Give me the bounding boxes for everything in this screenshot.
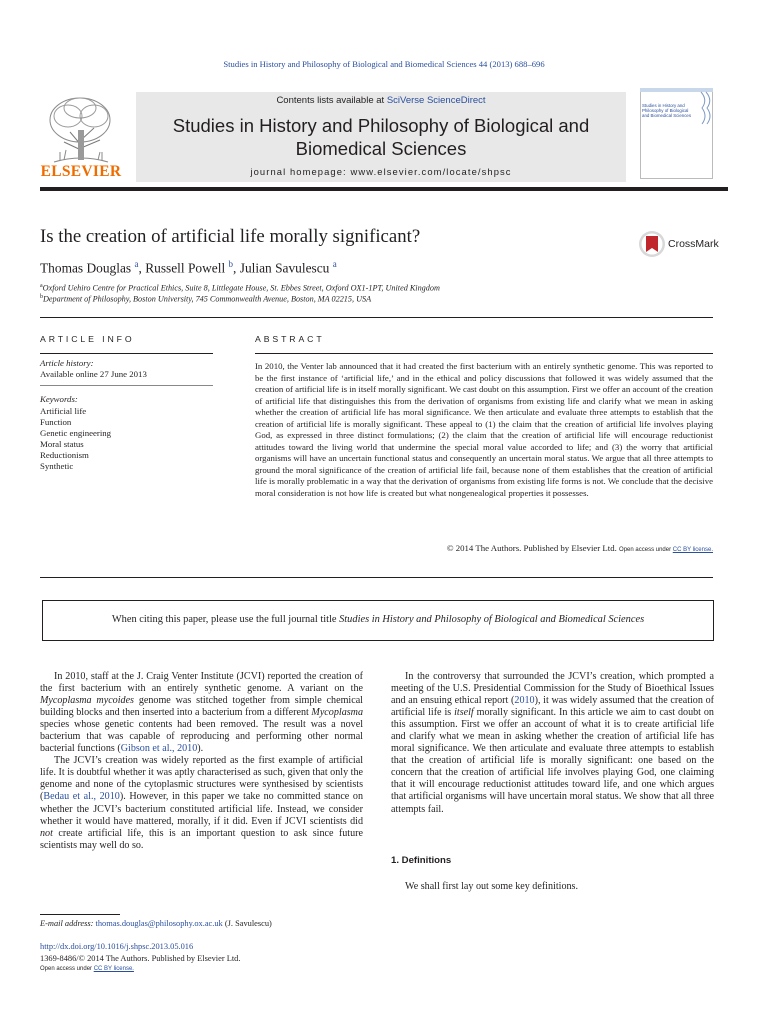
- article-info-heading: ARTICLE INFO: [40, 334, 135, 344]
- elsevier-wordmark: ELSEVIER: [40, 163, 122, 180]
- citation-notice-text: When citing this paper, please use the full journal title Studies in History and Philosophy of Biological and Biomedical Sciences: [111, 614, 645, 625]
- keyword: Moral status: [40, 439, 84, 449]
- abstract-bottom-rule: [40, 577, 713, 578]
- affiliation-b: $^b$Department of Philosophy, Boston University, 745 Commonwealth Avenue, Boston, MA 02215, USA: [40, 294, 372, 304]
- keyword: Reductionism: [40, 450, 89, 460]
- article-history-label: Article history:: [40, 358, 94, 368]
- header-rule: [40, 187, 728, 191]
- cc-by-license-link[interactable]: CC BY license.: [672, 547, 713, 553]
- journal-homepage[interactable]: journal homepage: www.elsevier.com/locate/shpsc: [250, 166, 512, 177]
- author-name[interactable]: Thomas Douglas: [40, 260, 132, 276]
- keyword: Artificial life: [40, 406, 87, 416]
- section-heading: 1. Definitions: [391, 855, 452, 866]
- author-name[interactable]: Julian Savulescu: [239, 260, 330, 276]
- keyword: Genetic engineering: [40, 428, 112, 438]
- abstract-copyright: © 2014 The Authors. Published by Elsevier Ltd. Open access under CC BY license.: [446, 543, 713, 553]
- body-paragraph: In 2010, staff at the J. Craig Venter Institute (JCVI) reported the creation of the first bacterium with an entirely synthetic genome. A variant on the Mycoplasma mycoides genome was stitched together from simple chemical building blocks and then inserted into a bacterium from a different Mycoplasma species whose genetic contents had been removed. The result was a novel bacterium that was capable of reproducing and performing other normal bacterial functions (Gibson et al., 2010).: [40, 671, 363, 755]
- author-list: Thomas Douglas $^a$, Russell Powell $^b$, Julian Savulescu $^a$: [40, 259, 337, 276]
- keywords-rule: [40, 385, 213, 386]
- article-info-rule: [40, 353, 213, 354]
- contents-availability: Contents lists available at SciVerse ScienceDirect: [276, 95, 486, 106]
- cover-art-icon: [698, 88, 713, 128]
- crossmark-label[interactable]: CrossMark: [668, 238, 719, 250]
- doi-link[interactable]: http://dx.doi.org/10.1016/j.shpsc.2013.05.016: [40, 942, 194, 951]
- keyword: Synthetic: [40, 461, 74, 471]
- body-paragraph: We shall first lay out some key definitions.: [405, 881, 578, 892]
- reference-link[interactable]: 2010: [514, 695, 535, 707]
- reference-link[interactable]: Bedau et al., 2010: [43, 791, 120, 803]
- article-history-value: Available online 27 June 2013: [40, 369, 147, 379]
- affiliation-a: $^a$Oxford Uehiro Centre for Practical Ethics, Suite 8, Littlegate House, St. Ebbes Street, Oxford OX1-1PT, United Kingdom: [40, 283, 440, 293]
- body-paragraph: In the controversy that surrounded the JCVI’s creation, which prompted a meeting of the U.S. Presidential Commission for the Study of Bioethical Issues and an ensuing ethical report (2010), it was widely assumed that the creation of artificial life is itself morally significant. In this article we aim to cast doubt on this assumption. First we offer an account of what it is to create artificial life and clarify what we mean in asking whether the creation of artificial life has moral significance. We then articulate and evaluate three attempts to establish that the creation of artificial life is morally significant: one based on the concern that the creation of artificial life involves playing God, one claiming that it will encourage reductionist attitudes toward life, and one which argues that artificial organisms will have uncertain moral status. We show that all three attempts fail.: [391, 671, 715, 815]
- author-name[interactable]: Russell Powell: [145, 260, 226, 276]
- footer-license-link[interactable]: CC BY license.: [93, 966, 134, 972]
- abstract-text: In 2010, the Venter lab announced that it had created the first bacterium with an entirely synthetic genome. This was reported to be the first instance of ‘artificial life,’ and in the ethical and policy discussions that followed it was widely assumed that the creation of artificial life is in itself morally significant. We cast doubt on this assumption. First we offer an account of the creation of artificial life that distinguishes this from the derivation of organisms from existing life and clarify what we mean in asking whether the creation of artificial life has moral significance. We then articulate and evaluate three attempts to establish that the creation of artificial life is morally significant. These appeal to (1) the claim that the creation of artificial life involves playing God, as expressed in three distinct formulations; (2) the claim that the creation of artificial life will encourage reductionist attitudes toward the living world that undermine the special moral value accorded to life; and (3) the worry that artificial organisms will have an uncertain functional status and consequently an uncertain moral status. We argue that all three attempts to ground the moral significance of the creation of artificial life fail, because none of them establishes that the creation of artificial life is morally problematic in a way that the derivation of organisms from existing life forms is not. We conclude that the decisive moral consideration is not how life is created but what nongenealogical properties it possesses.: [255, 361, 713, 499]
- reference-link[interactable]: Gibson et al., 2010: [120, 743, 198, 755]
- footnote-rule: [40, 914, 120, 915]
- journal-citation[interactable]: Studies in History and Philosophy of Biological and Biomedical Sciences 44 (2013) 688–696: [223, 59, 545, 69]
- section-body: [391, 881, 714, 893]
- journal-title: Studies in History and Philosophy of Biological and Biomedical Sciences: [172, 115, 590, 159]
- article-title: Is the creation of artificial life morally significant?: [40, 226, 421, 247]
- email-footnote: E-mail address: thomas.douglas@philosophy.ox.ac.uk (J. Savulescu): [40, 919, 272, 928]
- body-right-column: [391, 671, 714, 816]
- abstract-rule: [255, 353, 713, 354]
- issn-copyright: 1369-8486/© 2014 The Authors. Published by Elsevier Ltd.: [40, 954, 241, 963]
- author-email-link[interactable]: thomas.douglas@philosophy.ox.ac.uk: [95, 919, 223, 928]
- abstract-heading: ABSTRACT: [255, 334, 325, 344]
- keywords-label: Keywords:: [40, 394, 78, 404]
- affiliation-rule: [40, 317, 713, 318]
- cover-title: Studies in History and Philosophy of Biological and Biomedical Sciences: [642, 103, 692, 119]
- body-paragraph: The JCVI’s creation was widely reported as the first example of artificial life. It is doubtful whether it was aptly characterised as such, given that only the genome and none of the cytoplasmic structures were synthesised by scientists (Bedau et al., 2010). However, in this paper we take no committed stance on whether the JCVI’s bacterium constituted artificial life. Instead, we consider whether it would have mattered, morally, if it did. Even if JCVI scientists did not create artificial life, this is an important question to ask since future scientists may well do so.: [40, 755, 363, 851]
- footer-open-access: Open access under CC BY license.: [40, 966, 134, 972]
- keyword: Function: [40, 417, 72, 427]
- body-left-column: [40, 671, 363, 852]
- crossmark-icon[interactable]: [638, 230, 666, 258]
- keyword-list: [40, 406, 111, 472]
- sciencedirect-link[interactable]: SciVerse ScienceDirect: [386, 95, 486, 106]
